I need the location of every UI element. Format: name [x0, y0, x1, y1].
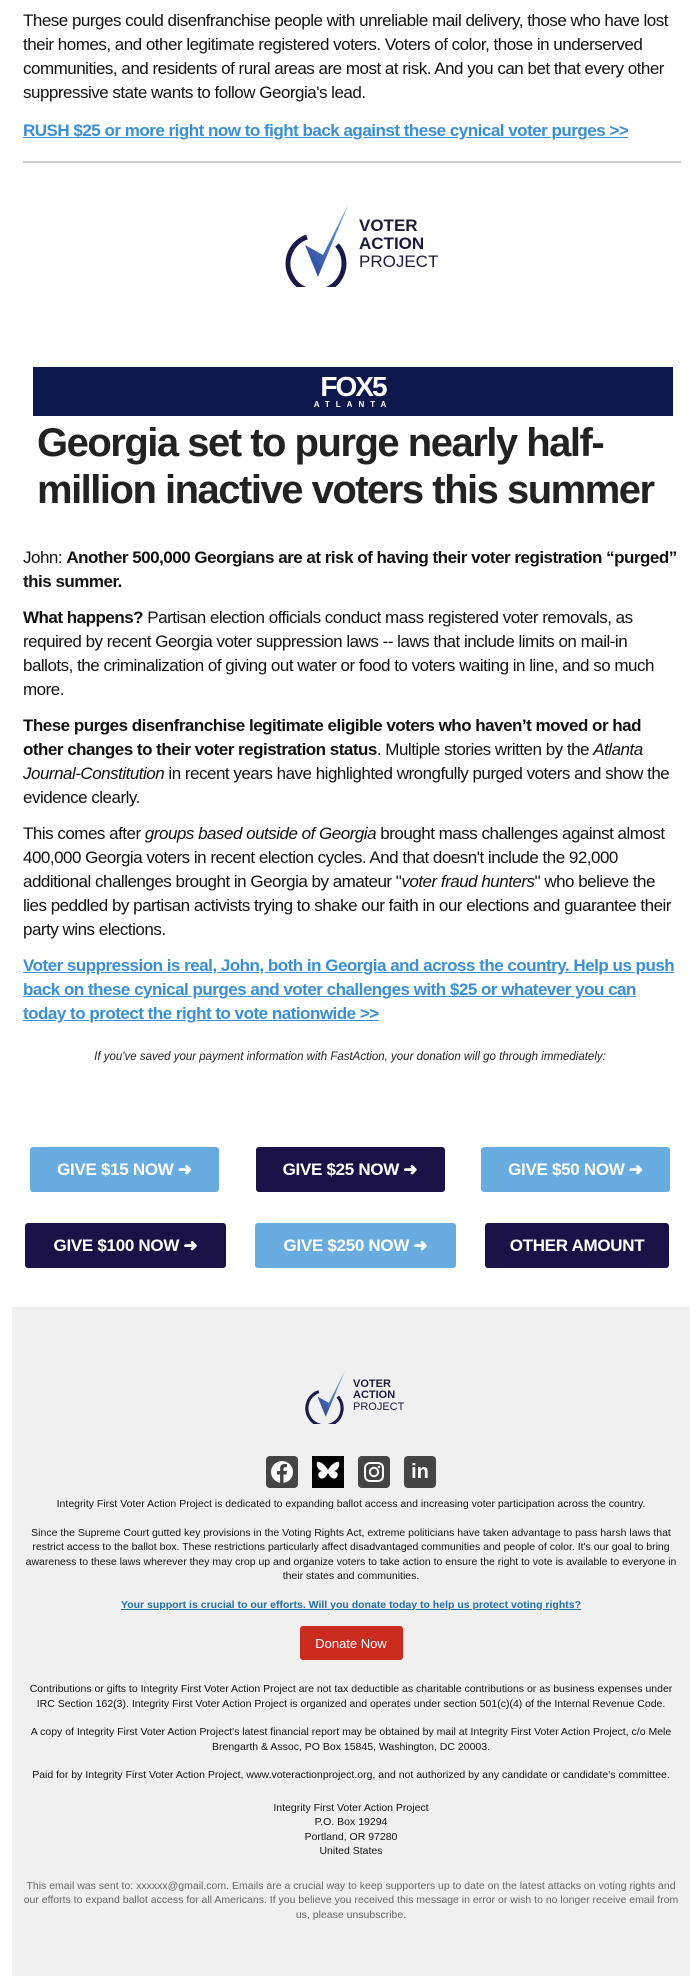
text: Partisan election officials conduct mass registered voter removals, as required by recent Georgia voter suppression laws -- laws that include limits on mail-in ballots, the criminalization of giving out water or food to voters waiting in line, and so much more.	[23, 608, 654, 699]
give-250-button[interactable]: GIVE $250 NOW ➜	[255, 1223, 456, 1268]
give-25-button[interactable]: GIVE $25 NOW ➜	[256, 1147, 445, 1192]
checkmark-logo-icon	[285, 201, 355, 287]
voter-action-project-logo	[23, 201, 681, 287]
instagram-icon[interactable]	[358, 1456, 390, 1488]
about-text: Since the Supreme Court gutted key provisions in the Voting Rights Act, extreme politicians have taken advantage to pass harsh laws that restrict access to the ballot box. These restrictions particularly affect disadvantaged communities and people of color. It's our goal to bring awareness to these laws wherever they may crop up and organize voters to take action to ensure the right to vote is available to everyone in their states and communities.	[25, 1526, 677, 1582]
news-headline: Georgia set to purge nearly half-million inactive voters this summer	[37, 421, 654, 512]
bold-text: Another 500,000 Georgians are at risk of having their voter registration “purged” this summer.	[23, 548, 677, 591]
footer-logo	[22, 1368, 680, 1424]
fox5-city: ATLANTA	[313, 400, 393, 409]
fox5-logo: FOX5	[320, 371, 386, 402]
address-line: Portland, OR 97280	[304, 1830, 398, 1843]
rush-donate-link[interactable]: RUSH $25 or more right now to fight back against these cynical voter purges >>	[23, 121, 629, 140]
donation-buttons-row	[0, 1223, 700, 1268]
recipient-name: John:	[23, 548, 63, 567]
challenges-paragraph	[23, 822, 681, 942]
donate-now-button[interactable]: Donate Now	[300, 1626, 403, 1660]
give-15-button[interactable]: GIVE $15 NOW ➜	[30, 1147, 219, 1192]
what-happens-paragraph	[23, 606, 681, 702]
logo-line-voter: VOTER	[353, 1377, 391, 1390]
logo-line-action: ACTION	[359, 234, 425, 254]
fox5-banner	[33, 367, 673, 416]
fastaction-note: If you've saved your payment information with FastAction, your donation will go through immediately:	[94, 1051, 606, 1063]
give-100-button[interactable]: GIVE $100 NOW ➜	[25, 1223, 226, 1268]
bold-text: These purges disenfranchise legitimate eligible voters who haven’t moved or had other changes to their voter registration status	[23, 716, 642, 759]
text: in recent years have highlighted wrongfully purged voters and show the evidence clearly.	[23, 764, 670, 807]
give-50-button[interactable]: GIVE $50 NOW ➜	[481, 1147, 670, 1192]
text: " who believe the lies peddled by partisan activists trying to shake our faith in our elections and guarantee their party wins elections.	[23, 872, 671, 939]
mailing-address	[22, 1801, 680, 1859]
footer	[12, 1307, 690, 1976]
address-line: United States	[319, 1845, 383, 1857]
text: brought mass challenges against almost 400,000 Georgia voters in recent election cycles. And that doesn't include the 92,000 additional challenges brought in Georgia by amateur "	[23, 824, 665, 891]
paid-for-disclaimer: Paid for by Integrity First Voter Action Project, www.voteractionproject.org, and not authorized by any candidate or candidate's committee.	[32, 1769, 670, 1781]
logo-line-project: PROJECT	[359, 251, 439, 271]
sent-to-notice: This email was sent to: xxxxxx@gmail.com. Emails are a crucial way to keep supporters up to date on the latest attacks on voting rights and our efforts to expand ballot access for all Americans. If you believe you received this message in error or wish to no longer receive email from us, please unsubscribe.	[23, 1879, 679, 1921]
italic-text: groups based outside of Georgia	[144, 824, 377, 843]
tax-disclaimer: Contributions or gifts to Integrity First Voter Action Project are not tax deductible as charitable contributions or as business expenses under IRC Section 162(3). Integrity First Voter Action Project is organized and operates under section 501(c)(4) of the Internal Revenue Code.	[29, 1683, 673, 1710]
bluesky-icon[interactable]	[312, 1456, 344, 1488]
italic-text: voter fraud hunters	[401, 872, 535, 891]
logo-line-voter: VOTER	[359, 216, 418, 236]
other-amount-button[interactable]: OTHER AMOUNT	[485, 1223, 669, 1268]
social-links	[22, 1456, 680, 1488]
checkmark-logo-icon	[305, 1368, 349, 1424]
logo-line-action: ACTION	[353, 1389, 396, 1402]
intro-paragraph: These purges could disenfranchise people with unreliable mail delivery, those who have lost their homes, and other legitimate registered voters. Voters of color, those in underserved communities, and residents of rural areas are most at risk. And you can bet that every other suppressive state wants to follow Georgia's lead.	[23, 11, 668, 102]
linkedin-icon[interactable]: in	[404, 1456, 436, 1488]
donation-buttons-row	[0, 1147, 700, 1192]
text: This comes after	[23, 824, 145, 843]
italic-text: Atlanta Journal-Constitution	[23, 740, 643, 783]
financial-report-note: A copy of Integrity First Voter Action Project's latest financial report may be obtained by mail at Integrity First Voter Action Project, c/o Mele Brengarth & Assoc, PO Box 15845, Washington, DC 20003.	[30, 1726, 672, 1753]
support-donate-link[interactable]: Your support is crucial to our efforts. Will you donate today to help us protect voting rights?	[121, 1598, 581, 1611]
logo-line-project: PROJECT	[353, 1400, 405, 1413]
mission-statement: Integrity First Voter Action Project is dedicated to expanding ballot access and increasing voter participation across the country.	[56, 1498, 646, 1510]
divider	[23, 161, 681, 163]
bold-text: What happens?	[23, 608, 144, 627]
address-line: Integrity First Voter Action Project	[273, 1801, 429, 1814]
address-line: P.O. Box 19294	[314, 1816, 388, 1828]
cta-donate-link[interactable]: Voter suppression is real, John, both in Georgia and across the country. Help us push back on these cynical purges and voter challenges with $25 or whatever you can today to protect the right to vote nationwide >>	[23, 956, 675, 1023]
facebook-icon[interactable]	[266, 1456, 298, 1488]
purges-paragraph	[23, 714, 681, 810]
text: . Multiple stories written by the	[376, 740, 594, 759]
greeting-paragraph	[23, 546, 681, 594]
